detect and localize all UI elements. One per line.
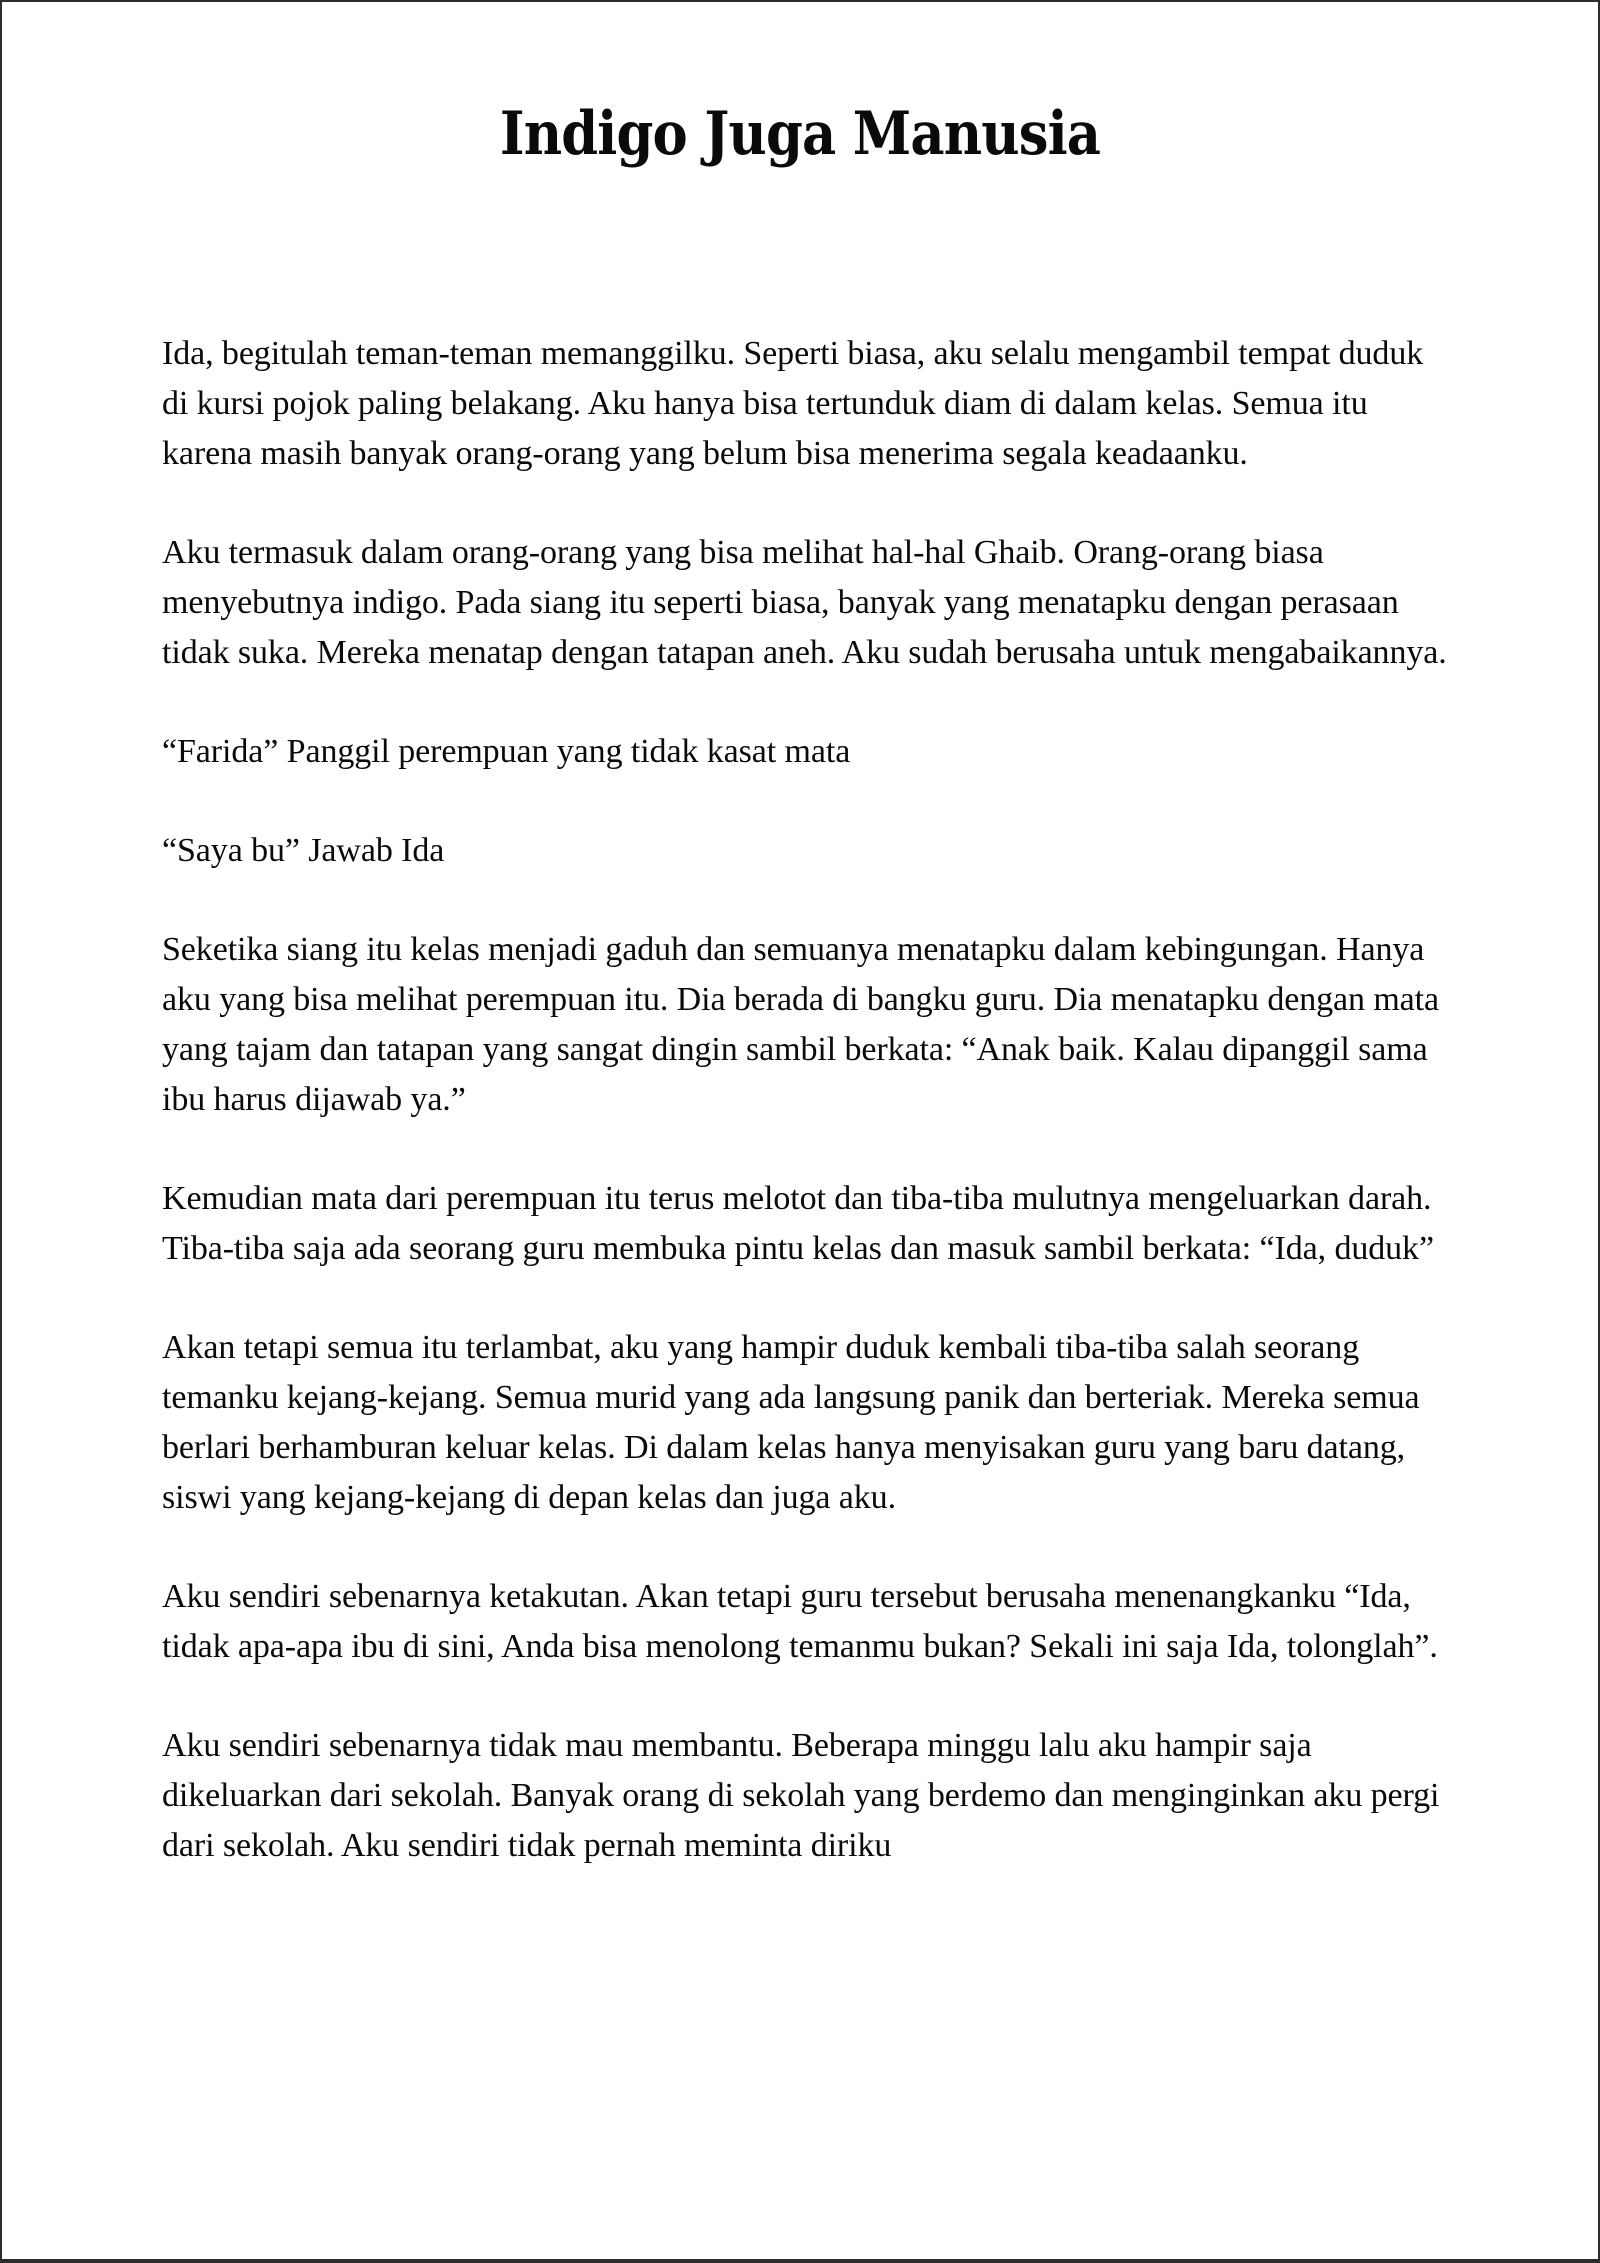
paragraph-classroom: Seketika siang itu kelas menjadi gaduh dan semuanya menatapku dalam kebingungan. Hanya aku yang bisa melihat perempuan itu. Dia berada di bangku guru. Dia menatapku dengan mata yang tajam dan tatapan yang sangat dingin sambil berkata: “Anak baik. Kalau dipanggil sama ibu harus dijawab ya.” — [162, 931, 1440, 1118]
paragraph-intro: Ida, begitulah teman-teman memanggilku. Seperti biasa, aku selalu mengambil tempat duduk di kursi pojok paling belakang. Aku hanya bisa tertunduk diam di dalam kelas. Semua itu karena masih banyak orang-orang yang belum bisa menerima segala keadaanku. — [162, 335, 1424, 472]
paragraph-dialogue-farida: “Farida” Panggil perempuan yang tidak kasat mata — [162, 733, 851, 770]
paragraph-teacher-enters: Kemudian mata dari perempuan itu terus melotot dan tiba-tiba mulutnya mengeluarkan darah. Tiba-tiba saja ada seorang guru membuka pintu kelas dan masuk sambil berkata: “Ida, duduk” — [162, 1180, 1434, 1267]
paragraph-dialogue-saya-bu: “Saya bu” Jawab Ida — [162, 832, 445, 869]
paragraph-reluctance: Aku sendiri sebenarnya tidak mau membantu. Beberapa minggu lalu aku hampir saja dikeluarkan dari sekolah. Banyak orang di sekolah yang berdemo dan menginginkan aku pergi dari sekolah. Aku sendiri tidak pernah meminta diriku — [162, 1727, 1440, 1864]
paragraph-seizure: Akan tetapi semua itu terlambat, aku yang hampir duduk kembali tiba-tiba salah seorang temanku kejang-kejang. Semua murid yang ada langsung panik dan berteriak. Mereka semua berlari berhamburan keluar kelas. Di dalam kelas hanya menyisakan guru yang baru datang, siswi yang kejang-kejang di depan kelas dan juga aku. — [162, 1329, 1420, 1516]
document-title: Indigo Juga Manusia — [499, 99, 1101, 169]
paragraph-fear: Aku sendiri sebenarnya ketakutan. Akan tetapi guru tersebut berusaha menenangkanku “Ida, tidak apa-apa ibu di sini, Anda bisa menolong temanmu bukan? Sekali ini saja Ida, tolonglah”. — [162, 1578, 1438, 1665]
document-body — [162, 329, 1452, 1920]
paragraph-indigo: Aku termasuk dalam orang-orang yang bisa melihat hal-hal Ghaib. Orang-orang biasa menyebutnya indigo. Pada siang itu seperti biasa, banyak yang menatapku dengan perasaan tidak suka. Mereka menatap dengan tatapan aneh. Aku sudah berusaha untuk mengabaikannya. — [162, 534, 1447, 671]
